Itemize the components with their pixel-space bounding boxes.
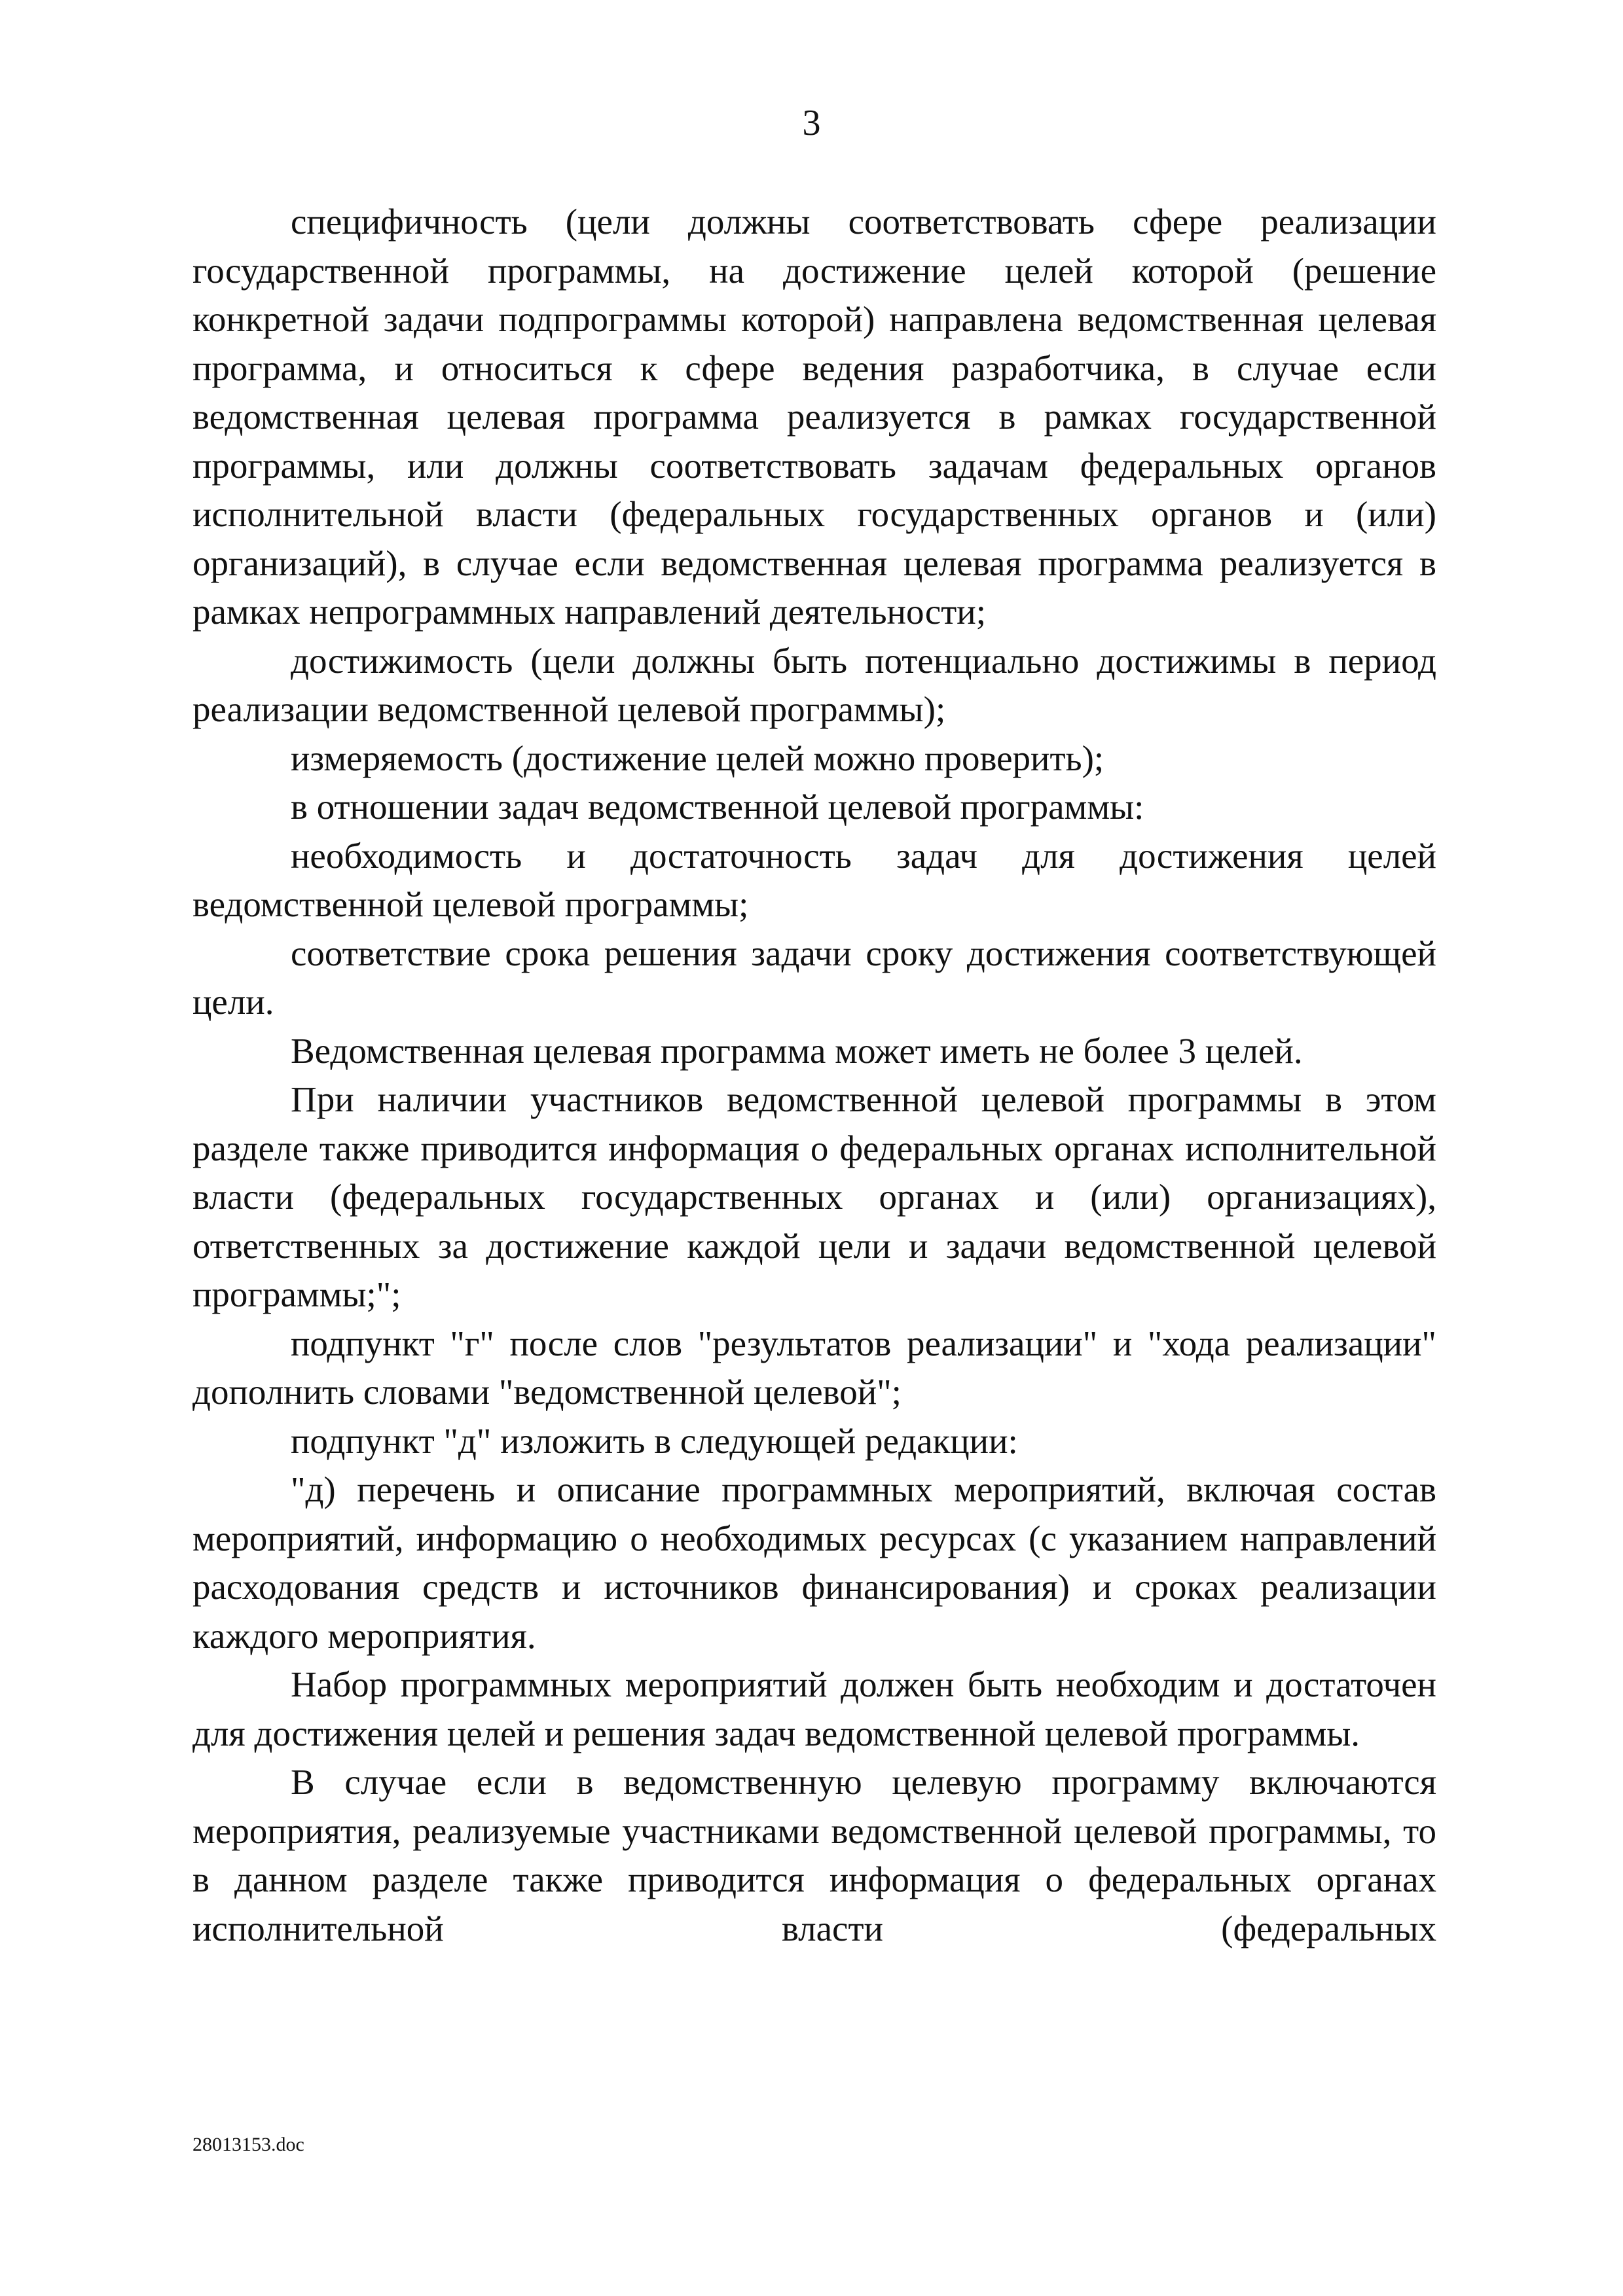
paragraph-activities-set: Набор программных мероприятий должен быть необходим и достаточен для достижения целей и решения задач ведомственной целевой программы.: [192, 1664, 1436, 1753]
paragraph-participant-activities: В случае если в ведомственную целевую программу включаются мероприятия, реализуемые участниками ведомственной целевой программы, то в данном разделе также приводится информация о федеральных органах исполнительной власти (федеральных: [192, 1762, 1436, 1948]
paragraph-goals-limit: Ведомственная целевая программа может иметь не более 3 целей.: [291, 1030, 1303, 1071]
paragraph-tasks-intro: в отношении задач ведомственной целевой программы:: [291, 787, 1144, 827]
paragraph-tasks-deadline: соответствие срока решения задачи сроку достижения соответствующей цели.: [192, 933, 1436, 1022]
paragraph-specificity: специфичность (цели должны соответствовать сфере реализации государственной программы, на достижение целей которой (решение конкретной задачи подпрограммы которой) направлена ведомственная целевая программа, и относиться к сфере ведения разработчика, в случае если ведомственная целевая программа реализуется в рамках государственной программы, или должны соответствовать задачам федеральных органов исполнительной власти (федеральных государственных органов и (или) организаций), в случае если ведомственная целевая программа реализуется в рамках непрограммных направлений деятельности;: [192, 202, 1436, 632]
paragraph-subitem-d-text: "д) перечень и описание программных мероприятий, включая состав мероприятий, информацию о необходимых ресурсах (с указанием направлений расходования средств и источников финансирования) и сроках реализации каждого мероприятия.: [192, 1469, 1436, 1656]
paragraph-subitem-d-intro: подпункт "д" изложить в следующей редакции:: [291, 1420, 1018, 1461]
paragraph-tasks-sufficiency: необходимость и достаточность задач для достижения целей ведомственной целевой программы;: [192, 835, 1436, 924]
paragraph-participants: При наличии участников ведомственной целевой программы в этом разделе также приводится информация о федеральных органах исполнительной власти (федеральных государственных органах и (или) организациях), ответственных за достижение каждой цели и задачи ведомственной целевой программы;";: [192, 1079, 1436, 1314]
paragraph-subitem-g: подпункт "г" после слов "результатов реализации" и "хода реализации" дополнить словами "ведомственной целевой";: [192, 1323, 1436, 1412]
paragraph-measurability: измеряемость (достижение целей можно проверить);: [291, 738, 1104, 778]
document-filename: 28013153.doc: [192, 2134, 304, 2155]
paragraph-achievability: достижимость (цели должны быть потенциально достижимы в период реализации ведомственной целевой программы);: [192, 640, 1436, 729]
page-number: 3: [802, 103, 821, 143]
document-body: [192, 198, 1436, 1953]
